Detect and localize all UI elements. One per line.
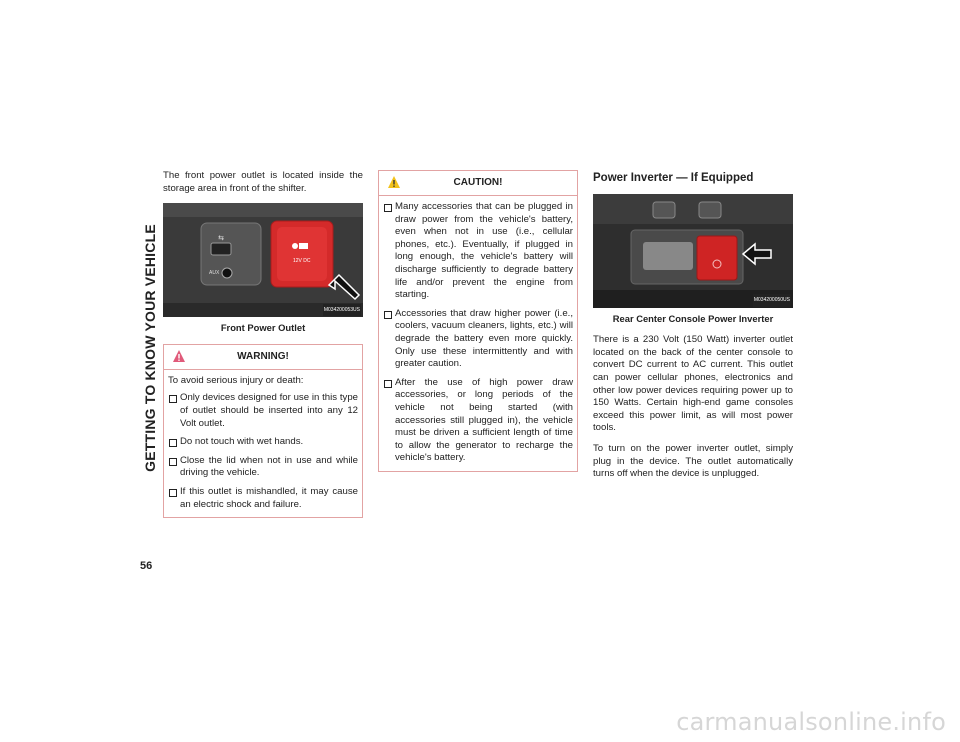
checkbox-bullet-icon — [384, 380, 392, 388]
checkbox-bullet-icon — [384, 204, 392, 212]
front-power-outlet-figure — [163, 203, 363, 317]
column-2 — [378, 170, 578, 472]
svg-text:⇆: ⇆ — [218, 234, 224, 243]
outlet-label: 12V DC — [293, 258, 311, 265]
warning-item: Only devices designed for use in this type of outlet should be inserted into any 12 Volt outlet. — [168, 392, 358, 430]
figure-caption: Rear Center Console Power Inverter — [612, 312, 774, 324]
caution-title: CAUTION! — [453, 177, 503, 188]
warning-title: WARNING! — [237, 350, 289, 362]
page-number: 56 — [140, 560, 153, 572]
figure-code: M034200053US — [323, 304, 361, 317]
caution-item: Accessories that draw higher power (i.e., coolers, vacuum cleaners, lights, etc.) will degrade the battery even more quickly. Only use these intermittently and with greater caution. — [383, 308, 573, 371]
section-side-title: GETTING TO KNOW YOUR VEHICLE — [142, 224, 158, 472]
column-1 — [163, 170, 363, 518]
column-3 — [593, 170, 793, 489]
figure-code: M034200050US — [753, 294, 791, 307]
caution-header — [379, 171, 577, 196]
warning-box — [163, 344, 363, 518]
caution-item: Many accessories that can be plugged in draw power from the vehicle's battery, even when not in use (i.e., cellular phones, etc.). Eventually, if plugged in long enough, the vehicle's battery will discharge sufficiently to degrade battery life and/or prevent the engine from starting. — [383, 201, 573, 302]
caution-item: After the use of high power draw accessories, or long periods of the vehicle not being started (with accessories still plugged in), the vehicle must be driven a sufficient length of time to allow the generator to recharge the vehicle's battery. — [383, 377, 573, 465]
checkbox-bullet-icon — [169, 489, 177, 497]
warning-item: If this outlet is mishandled, it may cause an electric shock and failure. — [168, 486, 358, 511]
figure-caption: Front Power Outlet — [220, 322, 306, 334]
inverter-paragraph: To turn on the power inverter outlet, simply plug in the device. The outlet automatically turns off when the device is unplugged. — [593, 442, 793, 480]
caution-icon — [387, 175, 401, 189]
checkbox-bullet-icon — [169, 439, 177, 447]
checkbox-bullet-icon — [169, 395, 177, 403]
warning-item: Do not touch with wet hands. — [168, 436, 358, 449]
warning-item: Close the lid when not in use and while driving the vehicle. — [168, 455, 358, 480]
aux-label: AUX — [209, 270, 220, 277]
checkbox-bullet-icon — [169, 458, 177, 466]
checkbox-bullet-icon — [384, 311, 392, 319]
warning-header — [164, 345, 362, 370]
warning-icon — [172, 349, 186, 363]
caution-box — [378, 170, 578, 472]
power-inverter-figure — [593, 194, 793, 308]
inverter-illustration — [593, 194, 793, 308]
warning-intro: To avoid serious injury or death: — [168, 374, 304, 386]
front-outlet-intro: The front power outlet is located inside the storage area in front of the shifter. — [163, 170, 363, 194]
inverter-paragraph: There is a 230 Volt (150 Watt) inverter outlet located on the back of the center console to convert DC current to AC current. This outlet can power cellular phones, electronics and other low power devices requiring power up to 150 Watts. Certain high-end game consoles exceed this power limit, as will most power tools. — [593, 334, 793, 434]
section-heading: Power Inverter — If Equipped — [593, 172, 754, 184]
watermark: carmanualsonline.info — [676, 708, 946, 736]
front-outlet-illustration — [163, 203, 363, 317]
